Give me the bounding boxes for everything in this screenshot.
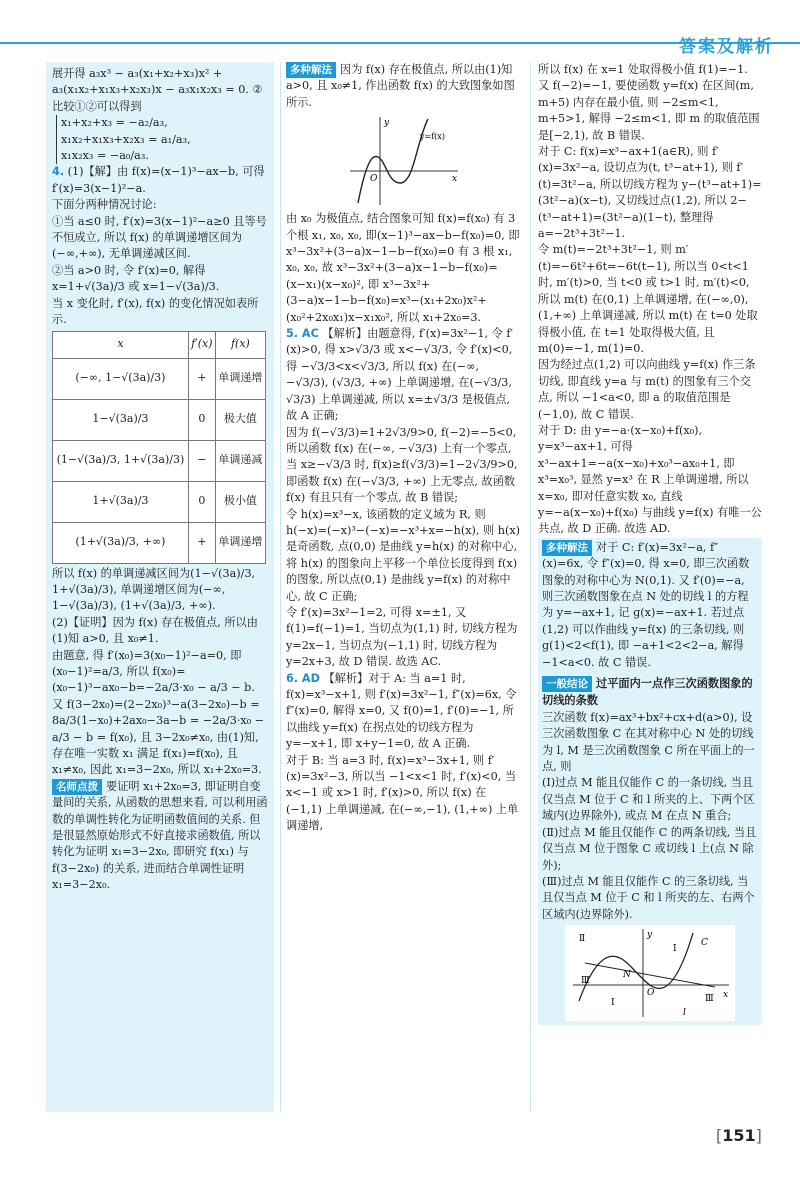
q4-part2: 又 f(3−2x₀)=(2−2x₀)³−a(3−2x₀)−b = 8a/3(1−x₀)+2ax₀−3a−b = −2a/3·x₀ − a/3 − b = f(x₀), 且 3−2x₀≠x₀, 由(1)知, 存在唯一实数 x₁ 满足 f(x₁)=f(x₀), 且 x₁≠x₀, 因此 x₁=3−2x₀, 所以 x₁+2x₀=3. bbox=[52, 697, 265, 777]
curve-label: y=f(x) bbox=[420, 132, 445, 142]
y-label: y bbox=[384, 118, 390, 129]
conclusion-case-2: (Ⅱ)过点 M 能且仅能作 C 的两条切线, 当且仅当点 M 位于图象 C 或切线 l 上(点 N 除外); bbox=[542, 825, 757, 872]
region-II: Ⅱ bbox=[579, 934, 586, 945]
table-row bbox=[53, 522, 266, 563]
regions-graph bbox=[565, 925, 735, 1021]
table-cell: 极小值 bbox=[215, 481, 265, 522]
q6-number: 6. AD bbox=[286, 671, 320, 685]
curve bbox=[358, 119, 428, 203]
general-conclusion-box bbox=[538, 673, 762, 1025]
alt-method-tag: 多种解法 bbox=[286, 62, 336, 78]
q4-line: 下面分两种情况讨论: bbox=[52, 198, 157, 212]
column-divider bbox=[280, 62, 281, 1112]
compare-line: 比较①②可以得到 bbox=[52, 99, 142, 113]
q4-conclusion: 所以 f(x) 的单调递减区间为(1−√(3a)/3, 1+√(3a)/3), 单调递增区间为(−∞, 1−√(3a)/3), (1+√(3a)/3, +∞). bbox=[52, 566, 256, 613]
conclusion-case-1: (Ⅰ)过点 M 能且仅能作 C 的一条切线, 当且仅当点 M 位于 C 和 l 所夹的上、下两个区域内(边界除外), 或点 M 在点 N 重合; bbox=[542, 776, 755, 823]
region-III-left: Ⅲ bbox=[581, 976, 590, 987]
table-row bbox=[53, 481, 266, 522]
expand-line: 展开得 a₃x³ − a₃(x₁+x₂+x₃)x² + a₃(x₁x₂+x₁x₃+x₂x₃)x − a₃x₁x₂x₃ = 0. ② bbox=[52, 67, 263, 97]
tangent-l bbox=[585, 963, 715, 987]
table-row bbox=[53, 399, 266, 440]
q4-number: 4. bbox=[52, 165, 65, 179]
q5-number: 5. AC bbox=[286, 327, 319, 341]
page-number: [151] bbox=[716, 1126, 762, 1145]
table-cell: (1+√(3a)/3, +∞) bbox=[53, 522, 189, 563]
q6-para: 6. AD 【解析】对于 A: 当 a=1 时, f(x)=x³−x+1, 则 f′(x)=3x²−1, f″(x)=6x, 令 f″(x)=0, 解得 x=0, 又 f(0)=1, f′(0)=−1, 所以曲线 y=f(x) 在拐点处的切线方程为 y=−x+1, 即 x+y−1=0, 故 A 正确. bbox=[286, 671, 517, 751]
table-cell: 1+√(3a)/3 bbox=[53, 481, 189, 522]
table-cell: 单调递减 bbox=[215, 440, 265, 481]
n-label: N bbox=[623, 970, 631, 981]
column-3 bbox=[538, 62, 762, 1025]
conclusion-heading bbox=[542, 675, 758, 710]
x-label: x bbox=[723, 990, 729, 1001]
table-cell: 1−√(3a)/3 bbox=[53, 399, 189, 440]
vieta-system bbox=[56, 115, 191, 164]
table-cell: 单调递增 bbox=[215, 522, 265, 563]
alt-method-tag: 多种解法 bbox=[542, 540, 592, 556]
q5-d: 令 f′(x)=3x²−1=2, 可得 x=±1, 又 f(1)=f(−1)=1, 当切点为(1,1) 时, 切线方程为 y=2x−1, 当切点为(−1,1) 时, 切线方程为 y=2x+3, 故 D 错误. 故选 AC. bbox=[286, 605, 518, 669]
table-cell: (−∞, 1−√(3a)/3) bbox=[53, 358, 189, 399]
conclusion-tag: 一般结论 bbox=[542, 676, 592, 692]
q4-part2: 由题意, 得 f′(x₀)=3(x₀−1)²−a=0, 即(x₀−1)²=a/3, 所以 f(x₀)=(x₀−1)³−ax₀−b=−2a/3·x₀ − a/3 − b. bbox=[52, 648, 255, 695]
q4-part2: (2)【证明】因为 f(x) 存在极值点, 所以由(1)知 a>0, 且 x₀≠1. bbox=[52, 615, 258, 646]
table-cell: − bbox=[188, 440, 215, 481]
table-cell: + bbox=[188, 358, 215, 399]
conclusion-text: 三次函数 f(x)=ax³+bx²+cx+d(a>0), 设三次函数图象 C 在其对称中心 N 处的切线为 l, M 是三次函数图象 C 所在平面上的一点, 则 bbox=[542, 710, 755, 774]
y-label: y bbox=[647, 930, 653, 941]
column-divider bbox=[530, 62, 531, 1112]
q4-part1: 4. (1)【解】由 f(x)=(x−1)³−ax−b, 可得 f′(x)=3(x−1)²−a. bbox=[52, 165, 265, 195]
table-cell: + bbox=[188, 522, 215, 563]
table-cell: 极大值 bbox=[215, 399, 265, 440]
table-cell: 0 bbox=[188, 481, 215, 522]
conclusion-case-3: (Ⅲ)过点 M 能且仅能作 C 的三条切线, 当且仅当点 M 位于 C 和 l 所夹的左、右两个区域内(边界除外). bbox=[542, 874, 755, 921]
variation-table bbox=[52, 331, 266, 564]
column-2 bbox=[286, 62, 522, 835]
c3-para: 因为经过点(1,2) 可以向曲线 y=f(x) 作三条切线, 即直线 y=a 与 m(t) 的图象有三个交点, 所以 −1<a<0, 即 a 的取值范围是(−1,0), 故 C 错误. bbox=[538, 358, 756, 421]
c3-para: 对于 C: f(x)=x³−ax+1(a∈R), 则 f′(x)=3x²−a, 设切点为(t, t³−at+1), 则 f′(t)=3t²−a, 所以切线方程为 y−(t³−at+1)=(3t²−a)(x−t), 又切线过点(1,2), 所以 2−(t³−at+1)=(3t²−a)(1−t), 整理得 a=−2t³+3t²−1. bbox=[538, 145, 762, 241]
table-header: f′(x) bbox=[188, 331, 215, 358]
vieta-eq-2: x₁x₂+x₁x₃+x₂x₃ = a₁/a₃, bbox=[61, 132, 191, 146]
q5-b: 因为 f(−√3/3)=1+2√3/9>0, f(−2)=−5<0, 所以函数 f(x) 在(−∞, −√3/3) 上有一个零点, 当 x≥−√3/3 时, f(x)≥f(√3/3)=1−2√3/9>0, 即函数 f(x) 在(−√3/3, +∞) 上无零点, 故函数 f(x) 有且只有一个零点, 故 B 错误; bbox=[286, 425, 518, 505]
region-III-right: Ⅲ bbox=[705, 994, 714, 1005]
tip-label: 名师点拨 bbox=[52, 779, 102, 795]
c-label: C bbox=[701, 938, 708, 949]
c3-para: 所以 f(x) 在 x=1 处取得极小值 f(1)=−1. 又 f(−2)=−1, 要使函数 y=f(x) 在区间(m, m+5) 内存在最小值, 则 −2≤m<1, m+5>1, 解得 −2≤m<1, 即 m 的取值范围是[−2,1), 故 B 错误. bbox=[538, 63, 760, 142]
table-header: x bbox=[53, 331, 189, 358]
vieta-eq-1: x₁+x₂+x₃ = −a₂/a₃, bbox=[61, 116, 168, 130]
origin-label: O bbox=[370, 174, 378, 185]
tip-text: 要证明 x₁+2x₀=3, 即证明自变量间的关系, 从函数的思想来看, 可以利用函数的单调性转化为证明函数值间的关系. 但是很显然原始形式不好直接求函数值, 所以转化为证明 x₁=3−2x₀, 即研究 f(x₁) 与 f(3−2x₀) 的关系, 进而结合单调性证明 x₁=3−2x₀. bbox=[52, 779, 268, 892]
page-header-title: 答案及解析 bbox=[679, 37, 774, 57]
c3-para: 令 m(t)=−2t³+3t²−1, 则 m′(t)=−6t²+6t=−6t(t−1), 所以当 0<t<1 时, m′(t)>0, 当 t<0 或 t>1 时, m′(t)<0, 所以 m(t) 在(0,1) 上单调递增, 在(−∞,0), (1,+∞) 上单调递减, 所以 m(t) 在 t=0 处取得极小值, 在 t=1 处取得极大值, 且 m(0)=−1, m(1)=0. bbox=[538, 243, 758, 355]
tip-box bbox=[52, 779, 268, 894]
column-1 bbox=[46, 62, 274, 1112]
vieta-eq-3: x₁x₂x₃ = −a₀/a₃. bbox=[61, 149, 149, 163]
table-cell: (1−√(3a)/3, 1+√(3a)/3) bbox=[53, 440, 189, 481]
q4-line: ②当 a>0 时, 令 f′(x)=0, 解得 x=1+√(3a)/3 或 x=1−√(3a)/3. bbox=[52, 263, 220, 294]
origin-label: O bbox=[647, 988, 655, 999]
table-cell: 0 bbox=[188, 399, 215, 440]
l-label: l bbox=[683, 1008, 686, 1019]
q4-line: ①当 a≤0 时, f′(x)=3(x−1)²−a≥0 且等号不恒成立, 所以 f(x) 的单调递增区间为(−∞,+∞), 无单调递减区间. bbox=[52, 214, 267, 261]
x-label: x bbox=[452, 174, 458, 185]
q4-line: 当 x 变化时, f′(x), f(x) 的变化情况如表所示. bbox=[52, 296, 259, 327]
graph-reasoning: 由 x₀ 为极值点, 结合图象可知 f(x)=f(x₀) 有 3 个根 x₁, x₀, x₀, 即(x−1)³−ax−b−f(x₀)=0, 即 x³−3x²+(3−a)x−1−b−f(x₀)=0 有 3 根 x₁, x₀, x₀, 故 x³−3x²+(3−a)x−1−b−f(x₀)=(x−x₁)(x−x₀)², 即 x³−3x²+(3−a)x−1−b−f(x₀)=x³−(x₁+2x₀)x²+(x₀²+2x₀x₁)x−x₁x₀², 所以 x₁+2x₀=3. bbox=[286, 212, 520, 324]
c3-para: 对于 D: 由 y=−a·(x−x₀)+f(x₀), y=x³−ax+1, 可得 x³−ax+1=−a(x−x₀)+x₀³−ax₀+1, 即 x³=x₀³, 显然 y=x³ 在 R 上单调递增, 所以 x=x₀, 即对任意实数 x₀, 直线 y=−a(x−x₀)+f(x₀) 与曲线 y=f(x) 有唯一公共点, 故 D 正确. 故选 AD. bbox=[538, 423, 762, 536]
alt-method-para: 多种解法 因为 f(x) 存在极值点, 所以由(1)知 a>0, 且 x₀≠1, 作出函数 f(x) 的大致图象如图所示. bbox=[286, 63, 515, 109]
q6-b: 对于 B: 当 a=3 时, f(x)=x³−3x+1, 则 f′(x)=3x²−3, 所以当 −1<x<1 时, f′(x)<0, 当 x<−1 或 x>1 时, f′(x)>0, 所以 f(x) 在(−1,1) 上单调递减, 在(−∞,−1), (1,+∞) 上单调递增, bbox=[286, 753, 519, 833]
table-row bbox=[53, 440, 266, 481]
cubic-graph bbox=[344, 113, 464, 209]
table-header: f(x) bbox=[215, 331, 265, 358]
conclusion-title: 过平面内一点作三次函数图象的切线的条数 bbox=[542, 676, 753, 708]
table-cell: 单调递增 bbox=[215, 358, 265, 399]
alt-method-2: 多种解法 对于 C: f′(x)=3x²−a, f″(x)=6x, 令 f″(x)=0, 得 x=0, 即三次函数图象的对称中心为 N(0,1). 又 f′(0)=−a, 则三次函数图象在点 N 处的切线 l 的方程为 y=−ax+1, 记 g(x)=−ax+1. 若过点(1,2) 可以作曲线 y=f(x) 的三条切线, 则 g(1)<2<f(1), 即 −a+1<2<2−a, 解得 −1<a<0. 故 C 错误. bbox=[538, 538, 762, 673]
q5-para: 5. AC 【解析】由题意得, f′(x)=3x²−1, 令 f′(x)>0, 得 x>√3/3 或 x<−√3/3, 令 f′(x)<0, 得 −√3/3<x<√3/3, 所以 f(x) 在(−∞, −√3/3), (√3/3, +∞) 上单调递增, 在(−√3/3, √3/3) 上单调递减, 所以 x=±√3/3 是极值点, 故 A 正确; bbox=[286, 327, 514, 423]
table-row bbox=[53, 358, 266, 399]
region-I-top: Ⅰ bbox=[673, 944, 677, 955]
table-header-row bbox=[53, 331, 266, 358]
region-I-bottom: Ⅰ bbox=[611, 998, 615, 1009]
q5-c: 令 h(x)=x³−x, 该函数的定义域为 R, 则 h(−x)=(−x)³−(−x)=−x³+x=−h(x), 则 h(x) 是奇函数, 点(0,0) 是曲线 y=h(x) 的对称中心, 将 h(x) 的图象向上平移一个单位长度得到 f(x) 的图象, 所以点(0,1) 是曲线 y=f(x) 的对称中心, 故 C 正确; bbox=[286, 507, 520, 603]
